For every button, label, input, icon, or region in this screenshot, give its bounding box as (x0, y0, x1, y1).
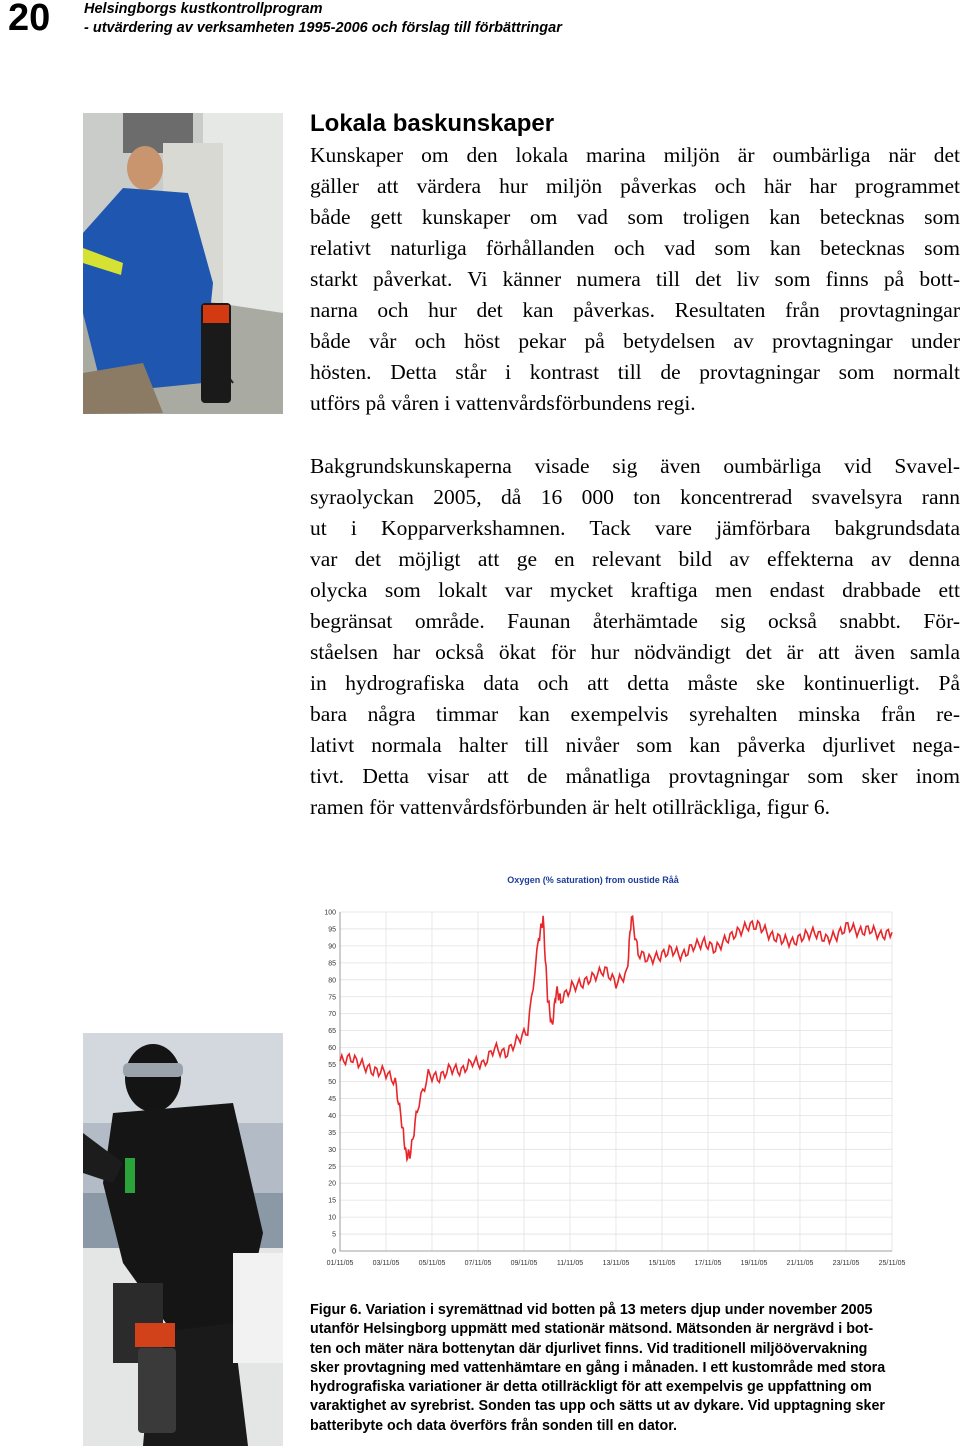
text-line: gäller att värdera hur miljön påverkas och här har programmet (310, 174, 960, 198)
photo-diver (83, 1033, 283, 1446)
chart-y-tick-label: 65 (328, 1028, 336, 1036)
chart-title: Oxygen (% saturation) from oustide Råå (507, 875, 679, 885)
chart-x-tick-label: 23/11/05 (832, 1260, 860, 1267)
chart-x-tick-label: 07/11/05 (464, 1260, 492, 1267)
text-line: narna och hur det kan påverkas. Resultaten från provtagningar (310, 298, 960, 322)
running-header-line2: - utvärdering av verksamheten 1995-2006 och förslag till förbättringar (84, 20, 562, 36)
oxygen-chart-svg (310, 866, 906, 1282)
text-line: olycka som lokalt var mycket kraftiga men endast drabbade ett (310, 578, 960, 602)
text-line: ut i Kopparverkshamnen. Tack vare jämförbara bakgrundsdata (310, 516, 960, 540)
caption-line: hydrografiska variationer är detta otillräckligt för att exempelvis ge uppfattning om (310, 1379, 872, 1396)
text-line: in hydrografiska data och att detta måste ske kontinuerligt. På (310, 671, 960, 695)
caption-line: utanför Helsingborg uppmätt med stationär mätsond. Mätsonden är nergrävd i bot- (310, 1321, 874, 1338)
caption-line: ten och mäter nära bottenytan där djurlivet finns. Vid traditionell miljöövervakning (310, 1340, 868, 1357)
text-line: både vår och höst pekar på betydelsen av provtagningar under (310, 329, 960, 353)
text-line: tivt. Detta visar att de månatliga provtagningar som sker inom (310, 764, 960, 788)
chart-x-tick-label: 21/11/05 (786, 1260, 814, 1267)
running-header (84, 0, 562, 38)
chart-y-tick-label: 80 (328, 977, 336, 985)
chart-y-tick-label: 55 (328, 1062, 336, 1070)
text-line: bara några timmar kan exempelvis syrehalten minska från re- (310, 702, 960, 726)
chart-y-tick-label: 60 (328, 1045, 336, 1053)
text-line: ståelsen har också ökat för hur nödvändigt det är att även samla (310, 640, 960, 664)
text-line: både gett kunskaper om vad som troligen kan betecknas som (310, 205, 960, 229)
chart-y-tick-label: 95 (328, 926, 336, 934)
chart-x-tick-label: 15/11/05 (648, 1260, 676, 1267)
chart-y-tick-label: 5 (332, 1231, 336, 1239)
section-heading: Lokala baskunskaper (310, 110, 555, 137)
caption-line: batteribyte och data överförs från sonden till en dator. (310, 1417, 678, 1434)
chart-y-tick-label: 85 (328, 960, 336, 968)
photo-researcher-on-boat (83, 113, 283, 414)
page-number: 20 (8, 0, 51, 39)
text-line: Kunskaper om den lokala marina miljön är oumbärliga när det (310, 143, 960, 167)
oxygen-chart (310, 866, 906, 1282)
text-line: syraolyckan 2005, då 16 000 ton koncentrerad svavelsyra rann (310, 485, 960, 509)
chart-x-tick-label: 13/11/05 (602, 1260, 630, 1267)
chart-y-tick-label: 50 (328, 1079, 336, 1086)
chart-y-tick-label: 25 (328, 1163, 336, 1171)
text-line: utförs på våren i vattenvårdsförbundens regi. (310, 391, 696, 415)
text-line: Bakgrundskunskaperna visade sig även oumbärliga vid Svavel- (310, 454, 960, 478)
chart-x-tick-label: 01/11/05 (326, 1260, 354, 1267)
chart-y-tick-label: 45 (328, 1095, 336, 1103)
text-line: lativt normala halter till nivåer som kan påverka djurlivet nega- (310, 733, 960, 757)
chart-y-tick-label: 75 (328, 994, 336, 1002)
chart-y-tick-label: 70 (328, 1011, 336, 1019)
chart-y-tick-label: 20 (328, 1180, 336, 1188)
chart-x-tick-label: 05/11/05 (418, 1260, 446, 1267)
text-line: var det möjligt att ge en relevant bild av effekterna av denna (310, 547, 960, 571)
paragraph-2 (310, 451, 960, 823)
text-line: relativt naturliga förhållanden och vad som kan betecknas som (310, 236, 960, 260)
chart-y-tick-label: 40 (328, 1112, 336, 1120)
text-line: begränsat område. Faunan återhämtade sig också snabbt. För- (310, 609, 960, 633)
chart-y-tick-label: 90 (328, 943, 336, 951)
running-header-line1: Helsingborgs kustkontrollprogram (84, 1, 323, 17)
chart-y-tick-label: 15 (328, 1197, 336, 1205)
chart-y-tick-label: 10 (328, 1214, 336, 1222)
chart-y-tick-label: 100 (324, 909, 336, 917)
paragraph-1 (310, 140, 960, 419)
caption-line: varaktighet av syrebrist. Sonden tas upp och sätts ut av dykare. Vid upptagning sker (310, 1398, 885, 1415)
text-line: starkt påverkat. Vi känner numera till det liv som finns på bott- (310, 267, 960, 291)
chart-x-tick-label: 09/11/05 (510, 1260, 538, 1267)
text-line: ramen för vattenvårdsförbunden är helt otillräckliga, figur 6. (310, 795, 830, 819)
chart-x-tick-label: 25/11/05 (878, 1260, 906, 1267)
chart-x-tick-label: 11/11/05 (556, 1260, 584, 1267)
figure-caption (310, 1301, 955, 1436)
chart-y-tick-label: 35 (328, 1129, 336, 1137)
caption-line: sker provtagning med vattenhämtare en gång i månaden. I ett kustområde med stora (310, 1359, 886, 1376)
chart-x-tick-label: 17/11/05 (694, 1260, 722, 1267)
chart-x-tick-label: 03/11/05 (372, 1260, 400, 1267)
caption-line: Figur 6. Variation i syremättnad vid botten på 13 meters djup under november 2005 (310, 1302, 873, 1318)
chart-x-tick-label: 19/11/05 (740, 1260, 768, 1267)
chart-y-tick-label: 0 (332, 1248, 336, 1256)
chart-y-tick-label: 30 (328, 1146, 336, 1154)
text-line: hösten. Detta står i kontrast till de provtagningar som normalt (310, 360, 960, 384)
